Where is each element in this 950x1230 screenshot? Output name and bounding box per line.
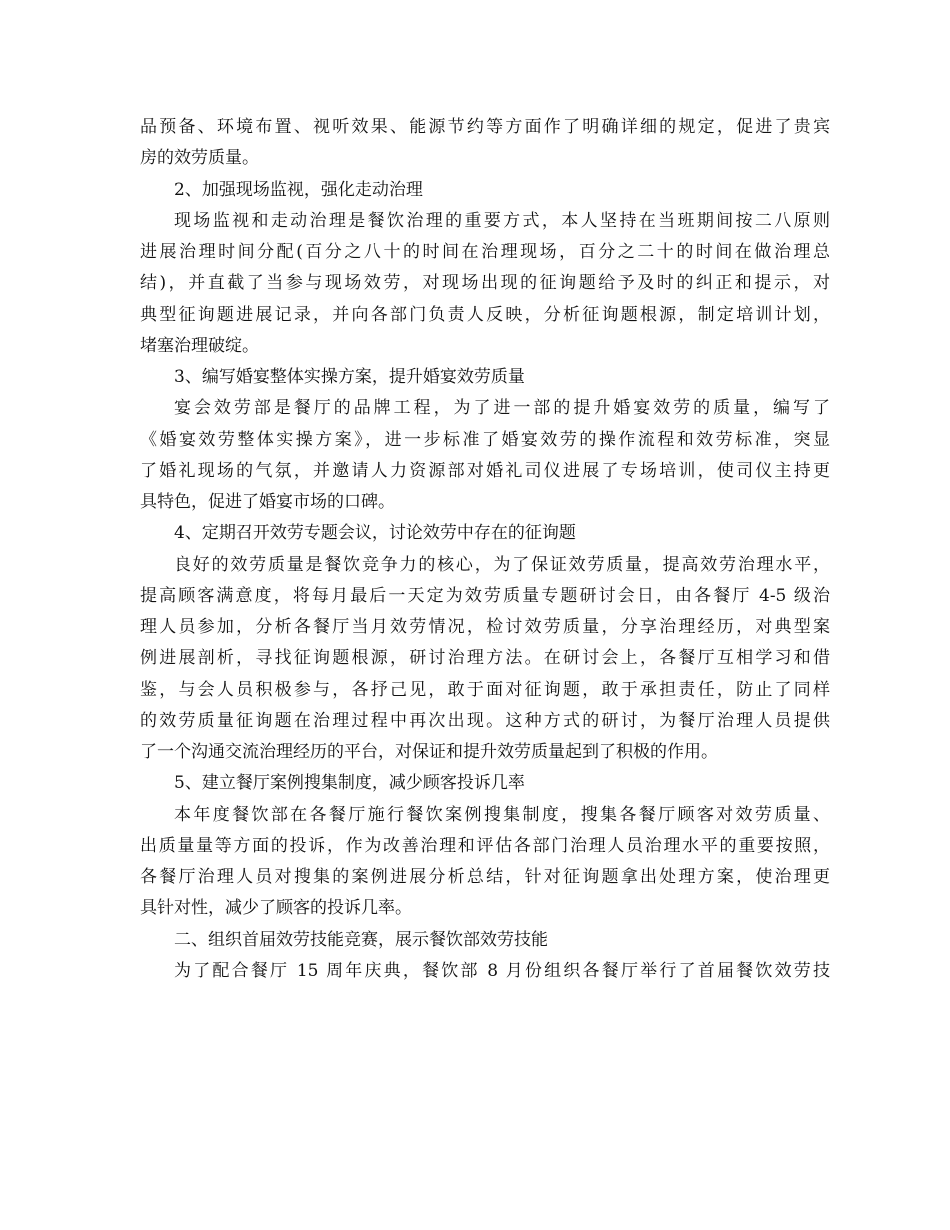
- section-heading: 4、定期召开效劳专题会议，讨论效劳中存在的征询题: [174, 523, 576, 544]
- text-line: 具特色，促进了婚宴市场的口碑。: [140, 492, 395, 512]
- text-line: 宴会效劳部是餐厅的品牌工程，为了进一部的提升婚宴效劳的质量，编写了: [174, 398, 830, 419]
- text-line: 现场监视和走动治理是餐饮治理的重要方式，本人坚持在当班期间按二八原则: [174, 210, 830, 231]
- section-heading: 二、组织首届效劳技能竞赛，展示餐饮部效劳技能: [174, 929, 548, 950]
- text-line: 例进展剖析，寻找征询题根源，研讨治理方法。在研讨会上，各餐厅互相学习和借: [140, 648, 830, 669]
- text-line: 出质量量等方面的投诉，作为改善治理和评估各部门治理人员治理水平的重要按照，: [140, 835, 830, 856]
- text-line: 提高顾客满意度，将每月最后一天定为效劳质量专题研讨会日，由各餐厅 4-5 级治: [140, 585, 830, 606]
- section-heading: 5、建立餐厅案例搜集制度，减少顾客投诉几率: [174, 773, 525, 794]
- text-line: 《婚宴效劳整体实操方案》，进一步标准了婚宴效劳的操作流程和效劳标准，突显: [140, 429, 830, 450]
- text-line: 本年度餐饮部在各餐厅施行餐饮案例搜集制度，搜集各餐厅顾客对效劳质量、: [174, 804, 830, 825]
- section-heading: 2、加强现场监视，强化走动治理: [174, 179, 423, 200]
- text-line: 了一个沟通交流治理经历的平台，对保证和提升效劳质量起到了积极的作用。: [140, 742, 718, 762]
- text-line: 房的效劳质量。: [140, 148, 259, 169]
- text-line: 良好的效劳质量是餐饮竞争力的核心，为了保证效劳质量，提高效劳治理水平，: [174, 554, 830, 575]
- text-line: 为了配合餐厅 15 周年庆典，餐饮部 8 月份组织各餐厅举行了首届餐饮效劳技: [174, 960, 830, 981]
- text-line: 具针对性，减少了顾客的投诉几率。: [140, 898, 412, 919]
- text-line: 了婚礼现场的气氛，并邀请人力资源部对婚礼司仪进展了专场培训，使司仪主持更: [140, 460, 830, 481]
- text-line: 的效劳质量征询题在治理过程中再次出现。这种方式的研讨，为餐厅治理人员提供: [140, 710, 830, 731]
- text-line: 品预备、环境布置、视听效果、能源节约等方面作了明确详细的规定，促进了贵宾: [140, 117, 830, 137]
- text-line: 鉴，与会人员积极参与，各抒己见，敢于面对征询题，敢于承担责任，防止了同样: [140, 679, 830, 700]
- text-line: 理人员参加，分析各餐厅当月效劳情况，检讨效劳质量，分享治理经历，对典型案: [140, 617, 830, 637]
- text-line: 典型征询题进展记录，并向各部门负责人反映，分析征询题根源，制定培训计划，: [140, 304, 830, 325]
- section-heading: 3、编写婚宴整体实操方案，提升婚宴效劳质量: [174, 367, 525, 387]
- text-line: 堵塞治理破绽。: [140, 335, 259, 356]
- text-line: 各餐厅治理人员对搜集的案例进展分析总结，针对征询题拿出处理方案，使治理更: [140, 867, 830, 887]
- text-line: 结)，并直截了当参与现场效劳，对现场出现的征询题给予及时的纠正和提示，对: [140, 273, 830, 294]
- text-line: 进展治理时间分配(百分之八十的时间在治理现场，百分之二十的时间在做治理总: [140, 242, 830, 262]
